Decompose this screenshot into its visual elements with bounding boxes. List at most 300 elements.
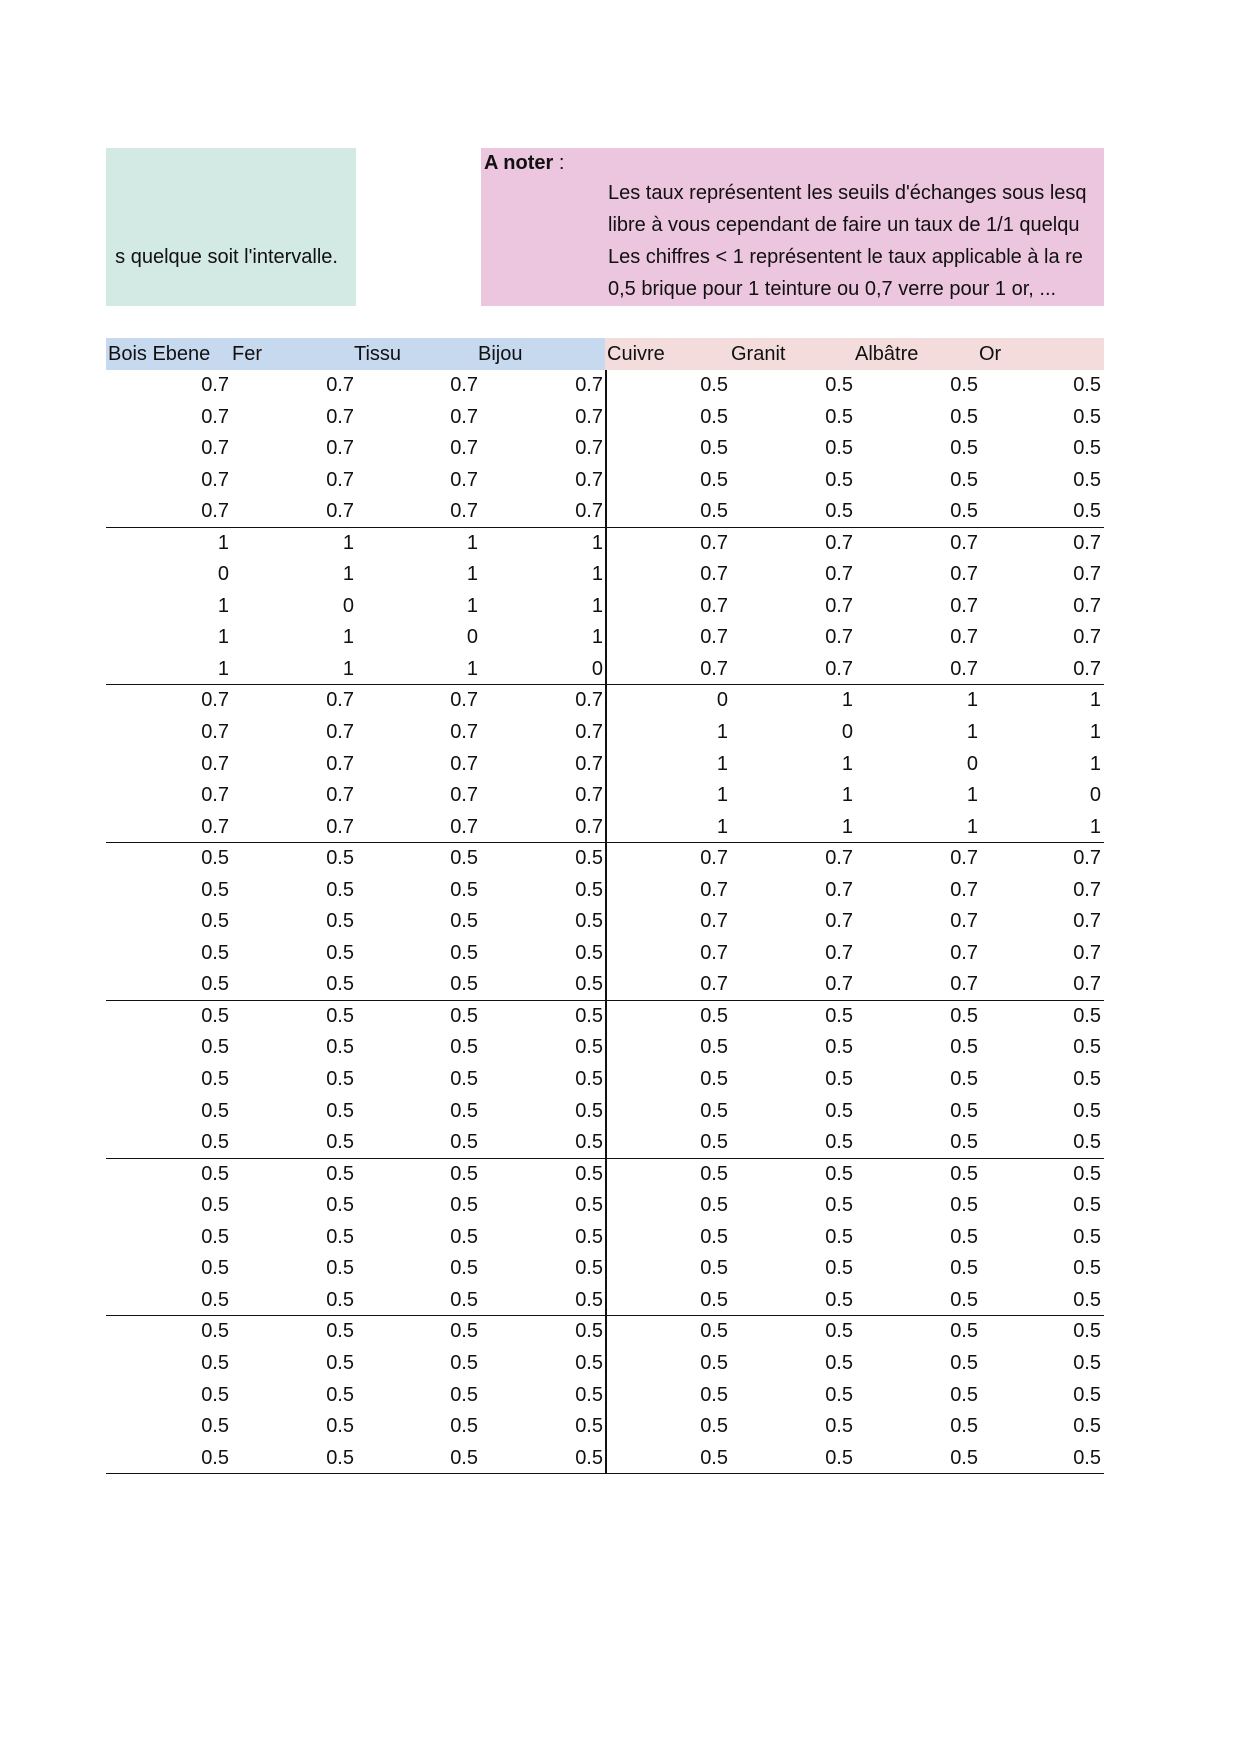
table-cell: 0.7 [201, 500, 229, 523]
table-cell: 0.5 [201, 1383, 229, 1406]
table-cell: 0.5 [450, 1351, 478, 1374]
col-header-or: Or [979, 343, 1002, 365]
table-cell: 0.5 [950, 1099, 978, 1122]
table-cell: 0.5 [450, 910, 478, 933]
col-header-albatre: Albâtre [855, 343, 919, 365]
table-cell: 0.7 [825, 941, 853, 964]
table-cell: 0.7 [326, 437, 354, 460]
table-cell: 0.5 [201, 1131, 229, 1154]
table-cell: 0.5 [950, 374, 978, 396]
table-cell: 0.7 [825, 594, 853, 617]
table-cell: 0.7 [450, 468, 478, 491]
table-cell: 0.5 [326, 941, 354, 964]
table-cell: 1 [966, 784, 978, 807]
table-cell: 0.5 [450, 878, 478, 901]
table-cell: 0.7 [326, 752, 354, 775]
table-cell: 0.5 [825, 374, 853, 396]
table-cell: 0.5 [700, 1194, 728, 1217]
table-cell: 0.7 [825, 563, 853, 586]
table-cell: 0.5 [326, 1351, 354, 1374]
table-cell: 0.7 [950, 941, 978, 964]
table-cell: 0 [966, 752, 978, 775]
table-cell: 1 [217, 657, 229, 680]
table-cell: 0.5 [950, 437, 978, 460]
table-cell: 0.7 [575, 405, 603, 428]
table-cell: 0.5 [950, 1068, 978, 1091]
table-cell: 0.7 [575, 721, 603, 744]
table-cell: 0.7 [700, 594, 728, 617]
table-cell: 0.5 [1073, 1099, 1101, 1122]
col-header-cuivre: Cuivre [607, 343, 665, 365]
table-cell: 0.5 [575, 1446, 603, 1469]
table-cell: 0.5 [575, 1257, 603, 1280]
table-cell: 0.5 [700, 1446, 728, 1469]
table-cell: 0.7 [326, 374, 354, 396]
table-cell: 0.5 [1073, 1036, 1101, 1059]
table-cell: 0.5 [950, 468, 978, 491]
table-cell: 0.5 [450, 1068, 478, 1091]
table-cell: 0.5 [575, 1225, 603, 1248]
table-cell: 0.7 [575, 815, 603, 838]
table-cell: 0.5 [326, 1194, 354, 1217]
table-cell: 0.5 [825, 1131, 853, 1154]
table-cell: 0.5 [825, 1351, 853, 1374]
table-cell: 0.5 [450, 1194, 478, 1217]
table-cell: 0.5 [326, 1131, 354, 1154]
table-cell: 0.5 [1073, 1004, 1101, 1027]
note-box [481, 148, 1104, 306]
table-cell: 0.5 [700, 1068, 728, 1091]
table-cell: 0.5 [575, 973, 603, 996]
table-cell: 0.5 [1073, 374, 1101, 396]
table-cell: 0.5 [700, 468, 728, 491]
table-cell: 0.5 [326, 1099, 354, 1122]
table-cell: 0.7 [450, 815, 478, 838]
table-cell: 1 [591, 563, 603, 586]
table-cell: 0.7 [700, 531, 728, 554]
table-cell: 0.7 [450, 437, 478, 460]
table-cell: 0.5 [950, 1383, 978, 1406]
table-cell: 0.5 [326, 878, 354, 901]
table-cell: 0.5 [201, 1099, 229, 1122]
table-cell: 0.7 [700, 941, 728, 964]
table-cell: 0.5 [700, 1288, 728, 1311]
note-title-colon: : [553, 152, 565, 174]
table-cell: 0 [841, 721, 853, 744]
rates-table [106, 338, 1104, 1478]
table-cell: 0.5 [326, 1288, 354, 1311]
table-cell: 0.5 [950, 1351, 978, 1374]
table-cell: 0.5 [575, 1351, 603, 1374]
table-cell: 0.5 [1073, 1446, 1101, 1469]
table-cell: 0.5 [1073, 1131, 1101, 1154]
table-cell: 0.7 [450, 784, 478, 807]
table-cell: 0.5 [700, 1131, 728, 1154]
col-header-bijou: Bijou [478, 343, 523, 365]
table-cell: 0.5 [825, 1194, 853, 1217]
table-cell: 0.5 [1073, 1415, 1101, 1438]
table-cell: 0.5 [950, 405, 978, 428]
table-cell: 0.7 [1073, 941, 1101, 964]
table-cell: 0.5 [326, 1036, 354, 1059]
table-cell: 0.7 [950, 878, 978, 901]
table-cell: 0.5 [825, 1320, 853, 1343]
table-cell: 0.5 [700, 1004, 728, 1027]
table-cell: 0.5 [950, 1288, 978, 1311]
table-cell: 0.7 [950, 594, 978, 617]
table-cell: 1 [841, 752, 853, 775]
table-cell: 0 [342, 594, 354, 617]
table-cell: 0.5 [201, 941, 229, 964]
table-cell: 1 [466, 563, 478, 586]
table-cell: 0 [591, 657, 603, 680]
table-cell: 0.5 [700, 405, 728, 428]
table-cell: 0.5 [825, 1225, 853, 1248]
table-cell: 0.5 [950, 1225, 978, 1248]
legend-green-box [106, 148, 356, 306]
table-cell: 1 [217, 531, 229, 554]
table-cell: 0.7 [1073, 657, 1101, 680]
table-cell: 0.5 [575, 1162, 603, 1185]
table-cell: 0.5 [825, 1446, 853, 1469]
table-cell: 0.7 [450, 405, 478, 428]
table-cell: 0.7 [575, 468, 603, 491]
table-cell: 0.5 [575, 1131, 603, 1154]
table-cell: 0.7 [700, 847, 728, 870]
table-cell: 0.5 [201, 1320, 229, 1343]
header-group-pink [605, 338, 1104, 370]
table-cell: 0.5 [700, 1320, 728, 1343]
table-cell: 0.5 [201, 1351, 229, 1374]
table-cell: 0.7 [450, 374, 478, 396]
note-title-label: A noter [484, 152, 554, 174]
table-cell: 0.5 [201, 1068, 229, 1091]
table-cell: 0.7 [1073, 847, 1101, 870]
table-cell: 0.5 [825, 468, 853, 491]
table-cell: 0.7 [825, 973, 853, 996]
table-cell: 0.5 [201, 1004, 229, 1027]
table-cell: 1 [342, 563, 354, 586]
table-cell: 1 [1089, 815, 1101, 838]
table-cell: 0 [466, 626, 478, 649]
table-cell: 0.5 [1073, 1288, 1101, 1311]
table-cell: 0.5 [201, 973, 229, 996]
table-cell: 0 [716, 689, 728, 712]
table-cell: 0.5 [825, 1257, 853, 1280]
table-cell: 0.5 [450, 973, 478, 996]
table-cell: 0.5 [326, 1162, 354, 1185]
table-cell: 1 [591, 626, 603, 649]
table-cell: 0.7 [700, 973, 728, 996]
table-cell: 0.5 [575, 1288, 603, 1311]
table-cell: 0.7 [326, 815, 354, 838]
table-cell: 0.7 [825, 847, 853, 870]
table-cell: 0.7 [1073, 910, 1101, 933]
table-cell: 0.7 [950, 847, 978, 870]
table-cell: 0.5 [700, 1225, 728, 1248]
table-cell: 0.5 [326, 1415, 354, 1438]
table-cell: 0.7 [1073, 973, 1101, 996]
table-cell: 0.7 [326, 721, 354, 744]
table-cell: 0.5 [1073, 468, 1101, 491]
table-cell: 0.5 [450, 1446, 478, 1469]
table-cell: 0.7 [825, 910, 853, 933]
table-cell: 0.5 [700, 1351, 728, 1374]
table-cell: 0.5 [700, 1036, 728, 1059]
table-cell: 0.5 [700, 1383, 728, 1406]
table-cell: 0.5 [575, 1383, 603, 1406]
table-cell: 1 [1089, 721, 1101, 744]
table-cell: 0.7 [1073, 626, 1101, 649]
table-cell: 0.5 [575, 910, 603, 933]
table-cell: 0.5 [950, 1194, 978, 1217]
table-cell: 0.5 [450, 1383, 478, 1406]
table-cell: 0.5 [326, 1004, 354, 1027]
table-cell: 0.5 [1073, 1225, 1101, 1248]
table-cell: 0.5 [825, 1099, 853, 1122]
table-cell: 0.7 [700, 657, 728, 680]
table-cell: 0.7 [201, 721, 229, 744]
table-cell: 0.5 [700, 1257, 728, 1280]
table-cell: 0.5 [825, 405, 853, 428]
table-cell: 0.5 [201, 1194, 229, 1217]
table-cell: 0.5 [326, 1320, 354, 1343]
table-cell: 0.7 [825, 657, 853, 680]
table-cell: 0.5 [825, 1383, 853, 1406]
table-cell: 0.7 [201, 374, 229, 396]
col-header-tissu: Tissu [354, 343, 402, 365]
table-cell: 0.7 [201, 689, 229, 712]
table-cell: 0.5 [450, 847, 478, 870]
table-cell: 0.7 [450, 752, 478, 775]
table-cell: 0.5 [950, 1446, 978, 1469]
table-cell: 1 [1089, 689, 1101, 712]
table-cell: 0.5 [1073, 437, 1101, 460]
table-cell: 0.5 [575, 1320, 603, 1343]
table-cell: 0.5 [1073, 405, 1101, 428]
table-cell: 0.5 [201, 1225, 229, 1248]
table-cell: 1 [966, 721, 978, 744]
table-cell: 0.5 [575, 878, 603, 901]
table-cell: 0.7 [450, 500, 478, 523]
table-cell: 0.7 [700, 878, 728, 901]
table-cell: 0.7 [575, 500, 603, 523]
table-cell: 0.5 [201, 878, 229, 901]
table-cell: 0.7 [1073, 531, 1101, 554]
column-divider [605, 370, 607, 1474]
table-cell: 0.5 [575, 941, 603, 964]
table-cell: 0.5 [450, 1257, 478, 1280]
table-cell: 0.7 [450, 721, 478, 744]
note-line: libre à vous cependant de faire un taux de 1/1 quelqu [608, 214, 1080, 236]
table-cell: 0.7 [1073, 594, 1101, 617]
table-cell: 0.5 [450, 1131, 478, 1154]
table-cell: 0.5 [1073, 1068, 1101, 1091]
table-cell: 0.5 [700, 1415, 728, 1438]
table-cell: 0.5 [825, 1288, 853, 1311]
table-cell: 0.5 [1073, 1257, 1101, 1280]
table-cell: 0.5 [825, 1068, 853, 1091]
table-cell: 0.7 [1073, 563, 1101, 586]
table-cell: 0.7 [825, 531, 853, 554]
table-cell: 0.5 [825, 1036, 853, 1059]
table-cell: 1 [1089, 752, 1101, 775]
table-cell: 0.5 [1073, 1320, 1101, 1343]
table-cell: 0.5 [950, 1162, 978, 1185]
table-cell: 0.5 [326, 910, 354, 933]
table-cell: 1 [217, 626, 229, 649]
table-cell: 0.7 [950, 626, 978, 649]
table-cell: 1 [966, 689, 978, 712]
table-cell: 0.7 [575, 437, 603, 460]
table-cell: 1 [217, 594, 229, 617]
table-cell: 0.5 [575, 1036, 603, 1059]
table-cell: 0.7 [1073, 878, 1101, 901]
table-cell: 0.5 [575, 1099, 603, 1122]
table-cell: 0.7 [950, 563, 978, 586]
table-cell: 0.7 [201, 752, 229, 775]
table-cell: 1 [841, 689, 853, 712]
table-cell: 0.5 [950, 1320, 978, 1343]
table-cell: 0.5 [326, 1225, 354, 1248]
table-cell: 1 [466, 531, 478, 554]
table-cell: 0.5 [700, 500, 728, 523]
col-header-bois-ebene: Bois Ebene [108, 343, 211, 365]
col-header-fer: Fer [232, 343, 262, 365]
header-group-blue [106, 338, 605, 370]
table-cell: 1 [466, 657, 478, 680]
table-cell: 0.5 [450, 1288, 478, 1311]
table-cell: 0.7 [201, 815, 229, 838]
table-cell: 1 [591, 531, 603, 554]
table-cell: 0.7 [575, 784, 603, 807]
table-cell: 0.5 [950, 1257, 978, 1280]
table-cell: 0.7 [201, 405, 229, 428]
table-cell: 0.7 [326, 784, 354, 807]
table-cell: 1 [716, 784, 728, 807]
table-cell: 0.7 [326, 500, 354, 523]
table-cell: 0.7 [700, 626, 728, 649]
table-cell: 0.7 [950, 910, 978, 933]
table-cell: 0.5 [450, 941, 478, 964]
table-cell: 0.7 [201, 468, 229, 491]
table-cell: 1 [342, 531, 354, 554]
table-cell: 1 [841, 784, 853, 807]
table-cell: 0.5 [450, 1162, 478, 1185]
table-cell: 0.5 [575, 1068, 603, 1091]
table-cell: 0.5 [1073, 1351, 1101, 1374]
table-cell: 0.7 [825, 626, 853, 649]
table-cell: 1 [342, 657, 354, 680]
table-cell: 0.5 [700, 374, 728, 396]
table-cell: 0.7 [950, 657, 978, 680]
table-cell: 0.7 [201, 784, 229, 807]
table-cell: 1 [966, 815, 978, 838]
table-cell: 0.5 [950, 1004, 978, 1027]
table-cell: 0 [217, 563, 229, 586]
table-cell: 0.5 [450, 1225, 478, 1248]
table-cell: 0.5 [575, 1194, 603, 1217]
table-cell: 0.5 [201, 1162, 229, 1185]
table-cell: 0.5 [700, 1099, 728, 1122]
note-line: 0,5 brique pour 1 teinture ou 0,7 verre pour 1 or, ... [608, 278, 1057, 300]
table-cell: 1 [716, 752, 728, 775]
table-cell: 1 [841, 815, 853, 838]
table-cell: 0.5 [950, 1036, 978, 1059]
table-cell: 0.5 [450, 1004, 478, 1027]
table-cell: 0.5 [825, 500, 853, 523]
table-cell: 0.7 [201, 437, 229, 460]
table-cell: 0 [1089, 784, 1101, 807]
table-cell: 0.5 [326, 1068, 354, 1091]
note-line: Les taux représentent les seuils d'échanges sous lesq [608, 182, 1087, 204]
table-cell: 0.5 [201, 1288, 229, 1311]
table-cell: 0.7 [575, 689, 603, 712]
table-cell: 0.7 [575, 752, 603, 775]
table-cell: 0.7 [326, 405, 354, 428]
note-title [484, 152, 564, 175]
legend-green-text: s quelque soit l'intervalle. [115, 246, 338, 268]
table-cell: 0.7 [700, 910, 728, 933]
table-cell: 0.5 [326, 847, 354, 870]
table-cell: 0.5 [950, 500, 978, 523]
table-cell: 0.5 [825, 437, 853, 460]
table-cell: 0.7 [825, 878, 853, 901]
table-cell: 1 [591, 594, 603, 617]
table-cell: 1 [716, 815, 728, 838]
table-cell: 0.5 [450, 1415, 478, 1438]
table-cell: 0.7 [950, 973, 978, 996]
table-cell: 0.5 [825, 1162, 853, 1185]
note-line: Les chiffres < 1 représentent le taux applicable à la re [608, 246, 1083, 268]
table-cell: 0.5 [326, 973, 354, 996]
table-cell: 0.5 [201, 910, 229, 933]
table-cell: 0.5 [700, 437, 728, 460]
table-cell: 0.7 [326, 689, 354, 712]
table-cell: 1 [466, 594, 478, 617]
table-cell: 0.5 [1073, 500, 1101, 523]
table-cell: 0.7 [700, 563, 728, 586]
table-cell: 0.5 [450, 1036, 478, 1059]
table-cell: 0.5 [201, 1446, 229, 1469]
table-cell: 0.5 [950, 1131, 978, 1154]
table-cell: 0.5 [575, 1004, 603, 1027]
table-cell: 0.5 [950, 1415, 978, 1438]
table-cell: 0.5 [575, 1415, 603, 1438]
table-cell: 0.5 [326, 1383, 354, 1406]
table-cell: 0.5 [575, 847, 603, 870]
table-cell: 0.5 [326, 1257, 354, 1280]
table-cell: 0.5 [201, 1257, 229, 1280]
table-cell: 0.5 [1073, 1194, 1101, 1217]
table-cell: 0.5 [700, 1162, 728, 1185]
table-cell: 0.5 [450, 1099, 478, 1122]
col-header-granit: Granit [731, 343, 786, 365]
table-cell: 1 [716, 721, 728, 744]
table-cell: 0.5 [450, 1320, 478, 1343]
table-cell: 0.5 [326, 1446, 354, 1469]
table-cell: 0.7 [950, 531, 978, 554]
table-cell: 0.5 [201, 847, 229, 870]
table-cell: 0.5 [201, 1036, 229, 1059]
table-cell: 0.5 [1073, 1383, 1101, 1406]
table-cell: 0.5 [1073, 1162, 1101, 1185]
table-cell: 1 [342, 626, 354, 649]
table-cell: 0.5 [201, 1415, 229, 1438]
table-cell: 0.5 [825, 1415, 853, 1438]
table-cell: 0.5 [825, 1004, 853, 1027]
table-cell: 0.7 [575, 374, 603, 396]
